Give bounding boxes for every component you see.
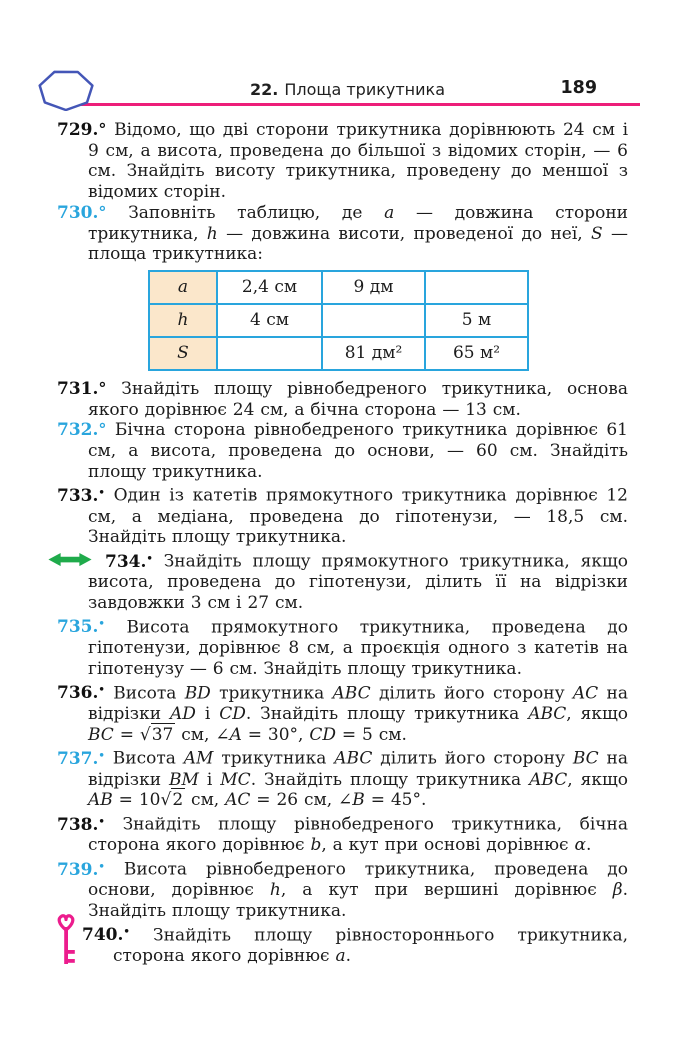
problem-740: 740.• Знайдіть площу рівностороннього трикутника, сторона якого дорівнює a. bbox=[57, 922, 628, 967]
row-label-text: S bbox=[177, 343, 189, 364]
table-cell: 2,4 см bbox=[217, 271, 322, 304]
key-icon bbox=[55, 913, 77, 965]
difficulty-mark: ° bbox=[98, 202, 107, 222]
problem-737: 737.• Висота AM трикутника ABC ділить його сторону BC на відрізки BM і MC. Знайдіть площу трикутника ABC, якщо AB = 10√2 см, AC = 26 см, ∠B = 45°. bbox=[57, 748, 628, 811]
table-row bbox=[149, 304, 528, 337]
difficulty-mark: • bbox=[98, 749, 105, 762]
table-cell: 81 дм² bbox=[322, 337, 425, 370]
difficulty-mark: • bbox=[98, 860, 105, 873]
table-cell bbox=[425, 271, 528, 304]
table-cell: 9 дм bbox=[322, 271, 425, 304]
problem-number: 732.° bbox=[57, 420, 107, 441]
section-title: Площа трикутника bbox=[284, 80, 445, 99]
problem-number: 737.• bbox=[57, 748, 105, 769]
double-arrow-icon bbox=[45, 552, 95, 567]
table-row-label bbox=[149, 337, 217, 370]
difficulty-mark: • bbox=[98, 815, 105, 828]
problem-733: 733.• Один із катетів прямокутного трикутника дорівнює 12 см, а медіана, проведена до гіпотенузи, — 18,5 см. Знайдіть площу трикутника. bbox=[57, 486, 628, 548]
difficulty-mark: ° bbox=[98, 120, 107, 139]
table-row-label bbox=[149, 304, 217, 337]
row-label-text: a bbox=[177, 277, 189, 298]
problems-after-table bbox=[57, 379, 628, 967]
problem-number: 733.• bbox=[57, 486, 105, 507]
problem-735: 735.• Висота прямокутного трикутника, проведена до гіпотенузи, дорівнює 8 см, а проєкція одного з катетів на гіпотенузу — 6 см. Знайдіть площу трикутника. bbox=[57, 617, 628, 679]
difficulty-mark: ° bbox=[98, 378, 107, 398]
problem-734: 734.• Знайдіть площу прямокутного трикутника, якщо висота, проведена до гіпотенузи, ділить її на відрізки завдовжки 3 см і 27 см. bbox=[57, 548, 628, 614]
difficulty-mark: • bbox=[146, 552, 153, 565]
problem-number: 730.° bbox=[57, 202, 107, 223]
difficulty-mark: • bbox=[98, 486, 105, 499]
problem-738: 738.• Знайдіть площу рівнобедреного трикутника, бічна сторона якого дорівнює b, а кут при основі дорівнює α. bbox=[57, 814, 629, 856]
table-row bbox=[149, 337, 528, 370]
difficulty-mark: • bbox=[98, 683, 105, 696]
problem-number: 731.° bbox=[57, 378, 107, 399]
problem-number: 729.° bbox=[57, 120, 107, 140]
problem-number: 734.• bbox=[105, 551, 153, 572]
problem-736: 736.• Висота BD трикутника ABC ділить його сторону AC на відрізки AD і CD. Знайдіть площу трикутника ABC, якщо BC = √37 см, ∠A = 30°, CD = 5 см. bbox=[57, 683, 629, 745]
problem-730: 730.° Заповніть таблицю, де a — довжина сторони трикутника, h — довжина висоти, проведеної до неї, S — площа трикутника: bbox=[57, 202, 629, 265]
difficulty-mark: • bbox=[98, 617, 105, 630]
fill-table bbox=[148, 270, 529, 371]
problem-list bbox=[57, 120, 628, 967]
heptagon-icon bbox=[38, 69, 94, 111]
table-row-label bbox=[149, 271, 217, 304]
difficulty-mark: ° bbox=[98, 420, 107, 440]
problem-number: 735.• bbox=[57, 617, 105, 638]
table-cell: 65 м² bbox=[425, 337, 528, 370]
problem-739: 739.• Висота рівнобедреного трикутника, проведена до основи, дорівнює h, а кут при вершині дорівнює β. Знайдіть площу трикутника. bbox=[57, 859, 628, 922]
problem-732: 732.° Бічна сторона рівнобедреного трикутника дорівнює 61 см, а висота, проведена до основи, — 60 см. Знайдіть площу трикутника. bbox=[57, 420, 628, 482]
table-cell bbox=[322, 304, 425, 337]
difficulty-mark: • bbox=[123, 925, 130, 938]
problem-number: 740.• bbox=[82, 925, 130, 946]
header-rule bbox=[55, 103, 640, 106]
row-label-text: h bbox=[177, 310, 189, 331]
problem-number: 739.• bbox=[57, 859, 105, 880]
sqrt-radical: √37 bbox=[139, 724, 174, 745]
table-row bbox=[149, 271, 528, 304]
sqrt-radical: √2 bbox=[160, 790, 184, 811]
problem-number: 736.• bbox=[57, 683, 105, 704]
table-cell: 4 см bbox=[217, 304, 322, 337]
section-number: 22. bbox=[249, 80, 279, 99]
problem-number: 738.• bbox=[57, 814, 105, 835]
problem-731: 731.° Знайдіть площу рівнобедреного трикутника, основа якого дорівнює 24 см, а бічна сторона — 13 см. bbox=[57, 378, 628, 420]
problems-before-table bbox=[57, 120, 628, 265]
table-cell bbox=[217, 337, 322, 370]
problem-729: 729.° Відомо, що дві сторони трикутника дорівнюють 24 см і 9 см, а висота, проведена до більшої з відомих сторін, — 6 см. Знайдіть висоту трикутника, проведену до меншої з відомих сторін. bbox=[57, 120, 629, 203]
table-cell: 5 м bbox=[425, 304, 528, 337]
page-number: 189 bbox=[560, 78, 597, 98]
